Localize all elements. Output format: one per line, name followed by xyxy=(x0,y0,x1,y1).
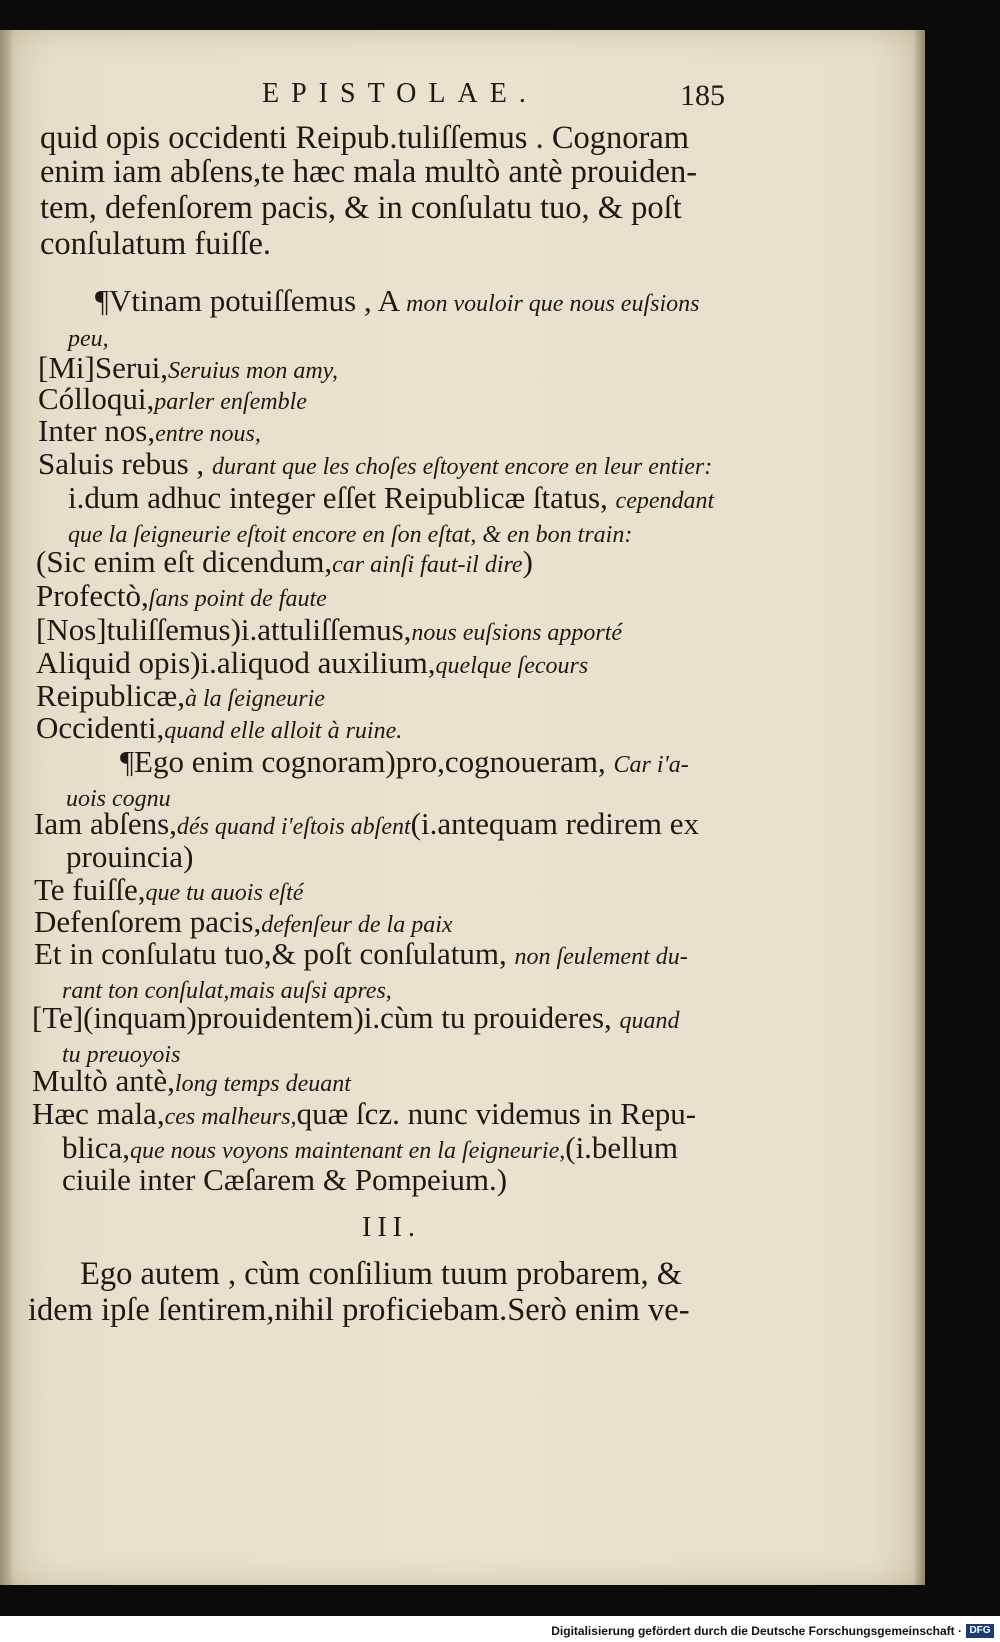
text-line: Aliquid opis)i.aliquod auxilium,quelque ſecours xyxy=(36,645,589,680)
page-spine-shadow xyxy=(0,30,14,1585)
book-page xyxy=(0,30,925,1585)
text-line: Profectò,ſans point de faute xyxy=(36,578,327,613)
text-line: Et in conſulatu tuo,& poſt conſulatum, non ſeulement du- xyxy=(34,936,688,971)
text-line: ¶Vtinam potuiſſemus , A mon vouloir que nous euſsions xyxy=(95,283,700,318)
text-line: idem ipſe ſentirem,nihil proficiebam.Serò enim ve- xyxy=(28,1292,690,1328)
text-line: Hæc mala,ces malheurs,quæ ſcz. nunc videmus in Repu- xyxy=(32,1096,697,1131)
text-line: ciuile inter Cæſarem & Pompeium.) xyxy=(62,1162,508,1197)
text-line: que la ſeigneurie eſtoit encore en ſon eſtat, & en bon train: xyxy=(68,522,633,548)
dfg-logo: DFG xyxy=(966,1624,994,1638)
running-title: EPISTOLAE. xyxy=(262,78,538,109)
text-line: Multò antè,long temps deuant xyxy=(32,1063,351,1098)
text-line: Cólloqui,parler enſemble xyxy=(38,381,307,416)
text-line: Occidenti,quand elle alloit à ruine. xyxy=(36,710,403,745)
text-line: blica,que nous voyons maintenant en la ſeigneurie,(i.bellum xyxy=(62,1130,679,1165)
text-line: Ego autem , cùm conſilium tuum probarem, & xyxy=(80,1256,683,1292)
text-line: Iam abſens,dés quand i'eſtois abſent(i.antequam redirem ex xyxy=(34,806,700,841)
text-line: Te fuiſſe,que tu auois eſté xyxy=(34,872,304,907)
digitization-footer xyxy=(0,1616,1000,1642)
text-line: tu preuoyois xyxy=(62,1042,181,1068)
text-line: Inter nos,entre nous, xyxy=(38,413,261,448)
text-line: quid opis occidenti Reipub.tuliſſemus . Cognoram xyxy=(40,120,690,156)
text-line: prouincia) xyxy=(66,839,194,874)
text-line: peu, xyxy=(68,326,109,352)
text-line: conſulatum fuiſſe. xyxy=(40,226,272,262)
section-number: III. xyxy=(362,1212,421,1243)
text-line: [Nos]tuliſſemus)i.attuliſſemus,nous euſsions apporté xyxy=(36,612,623,647)
text-line: [Te](inquam)prouidentem)i.cùm tu prouideres, quand xyxy=(32,1000,680,1035)
text-line: Saluis rebus , durant que les choſes eſtoyent encore en leur entier: xyxy=(38,446,713,481)
text-line: uois cognu xyxy=(66,786,171,812)
text-line: rant ton conſulat,mais auſsi apres, xyxy=(62,978,392,1004)
text-line: enim iam abſens,te hæc mala multò antè prouiden- xyxy=(40,154,698,190)
text-line: (Sic enim eſt dicendum,car ainſi faut-il dire) xyxy=(36,544,533,579)
text-line: Defenſorem pacis,defenſeur de la paix xyxy=(34,904,453,939)
text-line: tem, defenſorem pacis, & in conſulatu tuo, & poſt xyxy=(40,190,682,226)
page-number: 185 xyxy=(680,79,725,112)
footer-credit: Digitalisierung gefördert durch die Deutsche Forschungsgemeinschaft · xyxy=(551,1624,962,1638)
text-line: Reipublicæ,à la ſeigneurie xyxy=(36,678,325,713)
text-line: [Mi]Serui,Seruius mon amy, xyxy=(38,350,339,385)
text-line: ¶Ego enim cognoram)pro,cognoueram, Car i'a- xyxy=(120,744,689,779)
text-line: i.dum adhuc integer eſſet Reipublicæ ſtatus, cependant xyxy=(68,480,715,515)
